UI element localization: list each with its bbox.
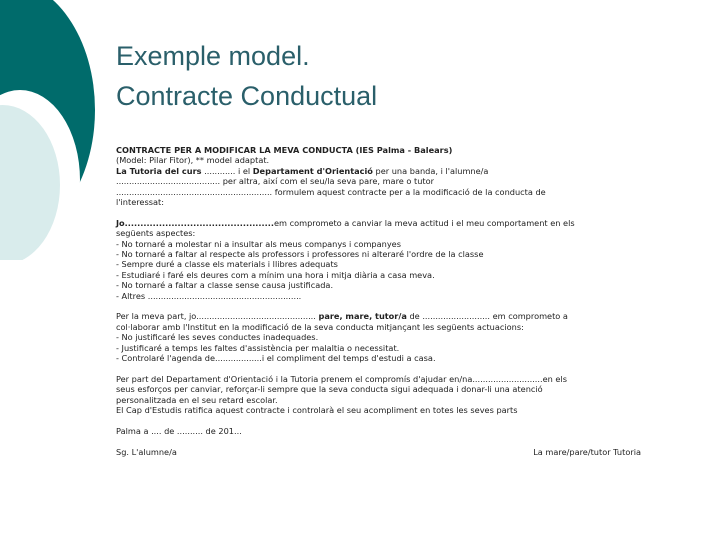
list2-item: - No justificaré les seves conductes inadequades. bbox=[116, 332, 319, 343]
p1-text-a: ............ i el bbox=[201, 165, 253, 176]
title-line-2: Contracte Conductual bbox=[116, 81, 378, 111]
department-label: Departament d'Orientació bbox=[252, 165, 373, 176]
signature-student: Sg. L'alumne/a bbox=[116, 446, 177, 457]
list1-item: - Altres ........................................................... bbox=[116, 290, 302, 301]
paragraph-1-line-3: ............................................................ formulem aquest contracte per a la modificació de la conducta de bbox=[116, 186, 546, 197]
p2-text: em comprometo a canviar la meva actitud i el meu comportament en els bbox=[273, 217, 575, 228]
paragraph-2-line-1 bbox=[116, 218, 641, 228]
paragraph-1-line-1 bbox=[116, 166, 641, 176]
paragraph-4-line-2: seus esforços per canviar, reforçar-li sempre que la seva conducta sigui adequada i donar-li una atenció bbox=[116, 384, 543, 395]
list2-item: - Controlaré l'agenda de..................i el compliment del temps d'estudi a casa. bbox=[116, 353, 436, 364]
p1-text-b: per una banda, i l'alumne/a bbox=[372, 165, 489, 176]
student-name-field: Jo................................................ bbox=[116, 217, 274, 228]
paragraph-3-line-1 bbox=[116, 311, 641, 321]
title-line-1: Exemple model. bbox=[116, 41, 310, 71]
signature-parent-tutor: La mare/pare/tutor Tutoria bbox=[533, 446, 641, 457]
paragraph-4-line-4: El Cap d'Estudis ratifica aquest contracte i controlarà el seu acompliment en totes les seves parts bbox=[116, 405, 518, 416]
list1-item: - Estudiaré i faré els deures com a mínim una hora i mitja diària a casa meva. bbox=[116, 269, 435, 280]
list2-item: - Justificaré a temps les faltes d'assistència per malaltia o necessitat. bbox=[116, 342, 400, 353]
paragraph-1-line-2: ........................................ per altra, així com el seu/la seva pare, mare o tutor bbox=[116, 176, 434, 187]
paragraph-3-line-2: col·laborar amb l'Institut en la modificació de la seva conducta mitjançant les següents actuacions: bbox=[116, 321, 524, 332]
slide-title bbox=[116, 36, 377, 116]
p3-text-b: de .......................... em comprometo a bbox=[406, 311, 568, 322]
list1-item: - No tornaré a molestar ni a insultar als meus companys i companyes bbox=[116, 238, 401, 249]
list1-item: - No tornaré a faltar al respecte als professors i professores ni alteraré l'ordre de la classe bbox=[116, 249, 484, 260]
slide-decoration bbox=[0, 0, 110, 260]
contract-heading: CONTRACTE PER A MODIFICAR LA MEVA CONDUCTA (IES Palma - Balears) bbox=[116, 145, 453, 155]
signature-row bbox=[116, 447, 641, 457]
contract-source: (Model: Pilar Fitor), ** model adaptat. bbox=[116, 155, 270, 166]
list1-item: - No tornaré a faltar a classe sense causa justificada. bbox=[116, 280, 334, 291]
paragraph-4-line-3: personalitzada en el seu retard escolar. bbox=[116, 394, 278, 405]
paragraph-1-line-4: l'interessat: bbox=[116, 197, 164, 208]
paragraph-4-line-1: Per part del Departament d'Orientació i la Tutoria prenem el compromís d'ajudar en/na...........................en els bbox=[116, 373, 568, 384]
date-line: Palma a .... de .......... de 201... bbox=[116, 425, 242, 436]
p3-text-a: Per la meva part, jo.............................................. bbox=[116, 311, 319, 322]
tutoria-label: La Tutoria del curs bbox=[116, 165, 202, 176]
contract-document bbox=[116, 145, 641, 457]
list1-item: - Sempre duré a classe els materials i llibres adequats bbox=[116, 259, 338, 270]
p3-bold: pare, mare, tutor/a bbox=[318, 311, 407, 322]
paragraph-2-line-2: següents aspectes: bbox=[116, 228, 196, 239]
